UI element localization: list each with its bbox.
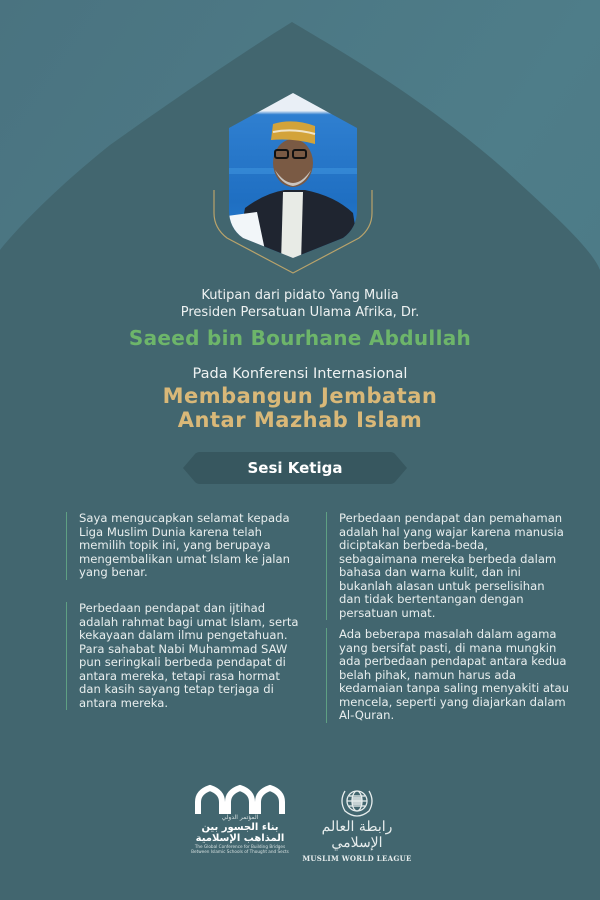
quote-block: Ada beberapa masalah dalam agama yang bersifat pasti, di mana mungkin ada perbedaan pendapat antara kedua belah pihak, namun harus ada kedamaian tanpa saling menyakiti atau mencela, seperti yang diajarkan dalam Al-Quran. (326, 628, 569, 723)
intro-text (0, 287, 600, 321)
conference-title-line-1: Membangun Jembatan (162, 384, 438, 408)
session-badge (183, 452, 407, 484)
intro-line-1: Kutipan dari pidato Yang Mulia (201, 288, 399, 303)
conference-logo-english-line-2: Between Islamic Schools of Thought and Sects (191, 849, 289, 854)
speaker-photo (205, 88, 381, 278)
mwl-arabic-name: رابطة العالم الإسلامي (321, 819, 393, 851)
muslim-world-league-logo (297, 783, 417, 863)
quote-block: Saya mengucapkan selamat kepada Liga Muslim Dunia karena telah memilih topik ini, yang berupaya mengembalikan umat Islam ke jalan yang benar. (66, 512, 304, 580)
conference-title (0, 384, 600, 432)
speaker-name: Saeed bin Bourhane Abdullah (128, 326, 472, 350)
three-arches-icon (190, 782, 290, 814)
intro-line-2: Presiden Persatuan Ulama Afrika, Dr. (180, 305, 420, 320)
conference-logo-arabic-small: المؤتمر الدولي (221, 814, 259, 821)
conference-logo-english-line-1: The Global Conference for Building Bridges (194, 844, 286, 849)
conference-logo-arabic-line-1: بناء الجسور بين (201, 822, 279, 833)
quote-block: Perbedaan pendapat dan pemahaman adalah hal yang wajar karena manusia diciptakan berbeda-beda, sebagaimana mereka berbeda dalam bahasa dan warna kulit, dan ini bukanlah alasan untuk perselisihan dan tidak bertentangan dengan persatuan umat. (326, 512, 569, 620)
conference-title-line-2: Antar Mazhab Islam (177, 408, 423, 432)
globe-laurel-emblem-icon (337, 783, 377, 819)
session-label: Sesi Ketiga (247, 459, 343, 477)
conference-logo (190, 782, 290, 854)
quote-block: Perbedaan pendapat dan ijtihad adalah rahmat bagi umat Islam, serta kekayaan dalam ilmu pengetahuan. Para sahabat Nabi Muhammad SAW pun seringkali berbeda pendapat di antara mereka, tetapi rasa hormat dan kasih sayang tetap terjaga di antara mereka. (66, 602, 304, 710)
conference-logo-arabic-line-2: المذاهب الإسلامية (195, 833, 285, 844)
mwl-english-name: MUSLIM WORLD LEAGUE (302, 854, 412, 863)
conference-intro: Pada Konferensi Internasional (192, 366, 408, 382)
speaker-photo-frame (205, 88, 381, 278)
